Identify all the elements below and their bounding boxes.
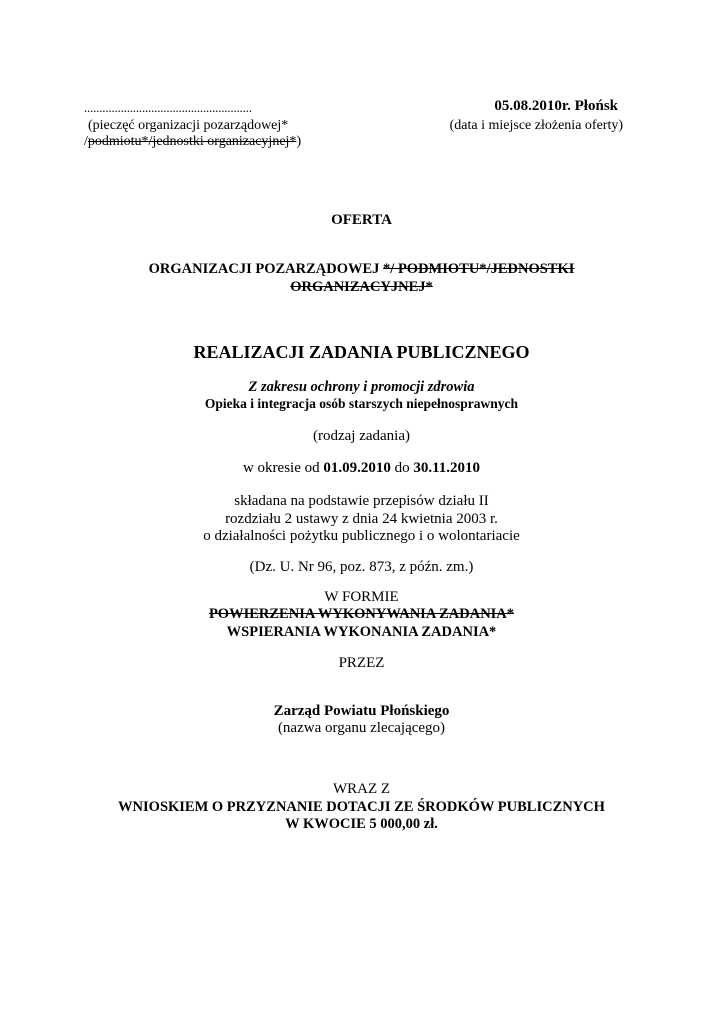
organization-type-struck: */ PODMIOTU*/JEDNOSTKI — [383, 261, 575, 277]
form-label: W FORMIE — [324, 589, 399, 605]
authority-label: PRZEZ — [338, 655, 385, 671]
grant-request: WNIOSKIEM O PRZYZNANIE DOTACJI ZE ŚRODKÓW PUBLICZNYCH — [118, 799, 605, 815]
stamp-caption-close: ) — [296, 134, 302, 149]
task-heading: REALIZACJI ZADANIA PUBLICZNEGO — [193, 342, 530, 362]
organization-type-line1 — [0, 261, 723, 278]
authority-name: Zarząd Powiatu Płońskiego — [273, 703, 450, 719]
document-title: OFERTA — [331, 212, 392, 228]
task-period — [0, 460, 723, 477]
period-from: 01.09.2010 — [323, 460, 391, 476]
authority-caption: (nazwa organu zlecającego) — [277, 720, 446, 736]
submission-date-place: 05.08.2010r. Płońsk — [494, 98, 618, 114]
journal-reference: (Dz. U. Nr 96, poz. 873, z późn. zm.) — [249, 559, 474, 575]
legal-basis-line3: o działalności pożytku publicznego i o wolontariacie — [203, 528, 520, 544]
task-name: Opieka i integracja osób starszych niepełnosprawnych — [204, 396, 519, 411]
form-option-selected: WSPIERANIA WYKONANIA ZADANIA* — [226, 624, 497, 640]
period-middle: do — [390, 460, 414, 476]
period-to: 30.11.2010 — [413, 460, 481, 476]
task-scope: Z zakresu ochrony i promocji zdrowia — [248, 379, 475, 395]
organization-type-plain: ORGANIZACJI POZARZĄDOWEJ — [148, 261, 384, 277]
stamp-caption-line1: (pieczęć organizacji pozarządowej* — [88, 118, 289, 133]
stamp-caption-slash: / — [84, 134, 88, 149]
organization-type-line2: ORGANIZACYJNEJ* — [290, 279, 433, 295]
grant-amount: W KWOCIE 5 000,00 zł. — [285, 816, 438, 832]
form-option-struck: POWIERZENIA WYKONYWANIA ZADANIA* — [208, 606, 515, 622]
submission-date-caption: (data i miejsce złożenia oferty) — [449, 118, 623, 133]
legal-basis-line1: składana na podstawie przepisów działu II — [234, 493, 489, 509]
stamp-caption-line2 — [84, 134, 301, 150]
legal-basis-line2: rozdziału 2 ustawy z dnia 24 kwietnia 2003 r. — [225, 511, 498, 527]
period-prefix: w okresie od — [242, 460, 324, 476]
task-kind-caption: (rodzaj zadania) — [312, 428, 411, 444]
stamp-caption-struck-text: podmiotu*/jednostki organizacyjnej* — [87, 134, 297, 149]
application-label: WRAZ Z — [332, 781, 391, 797]
stamp-placeholder-line: ....................................................... — [84, 100, 252, 115]
